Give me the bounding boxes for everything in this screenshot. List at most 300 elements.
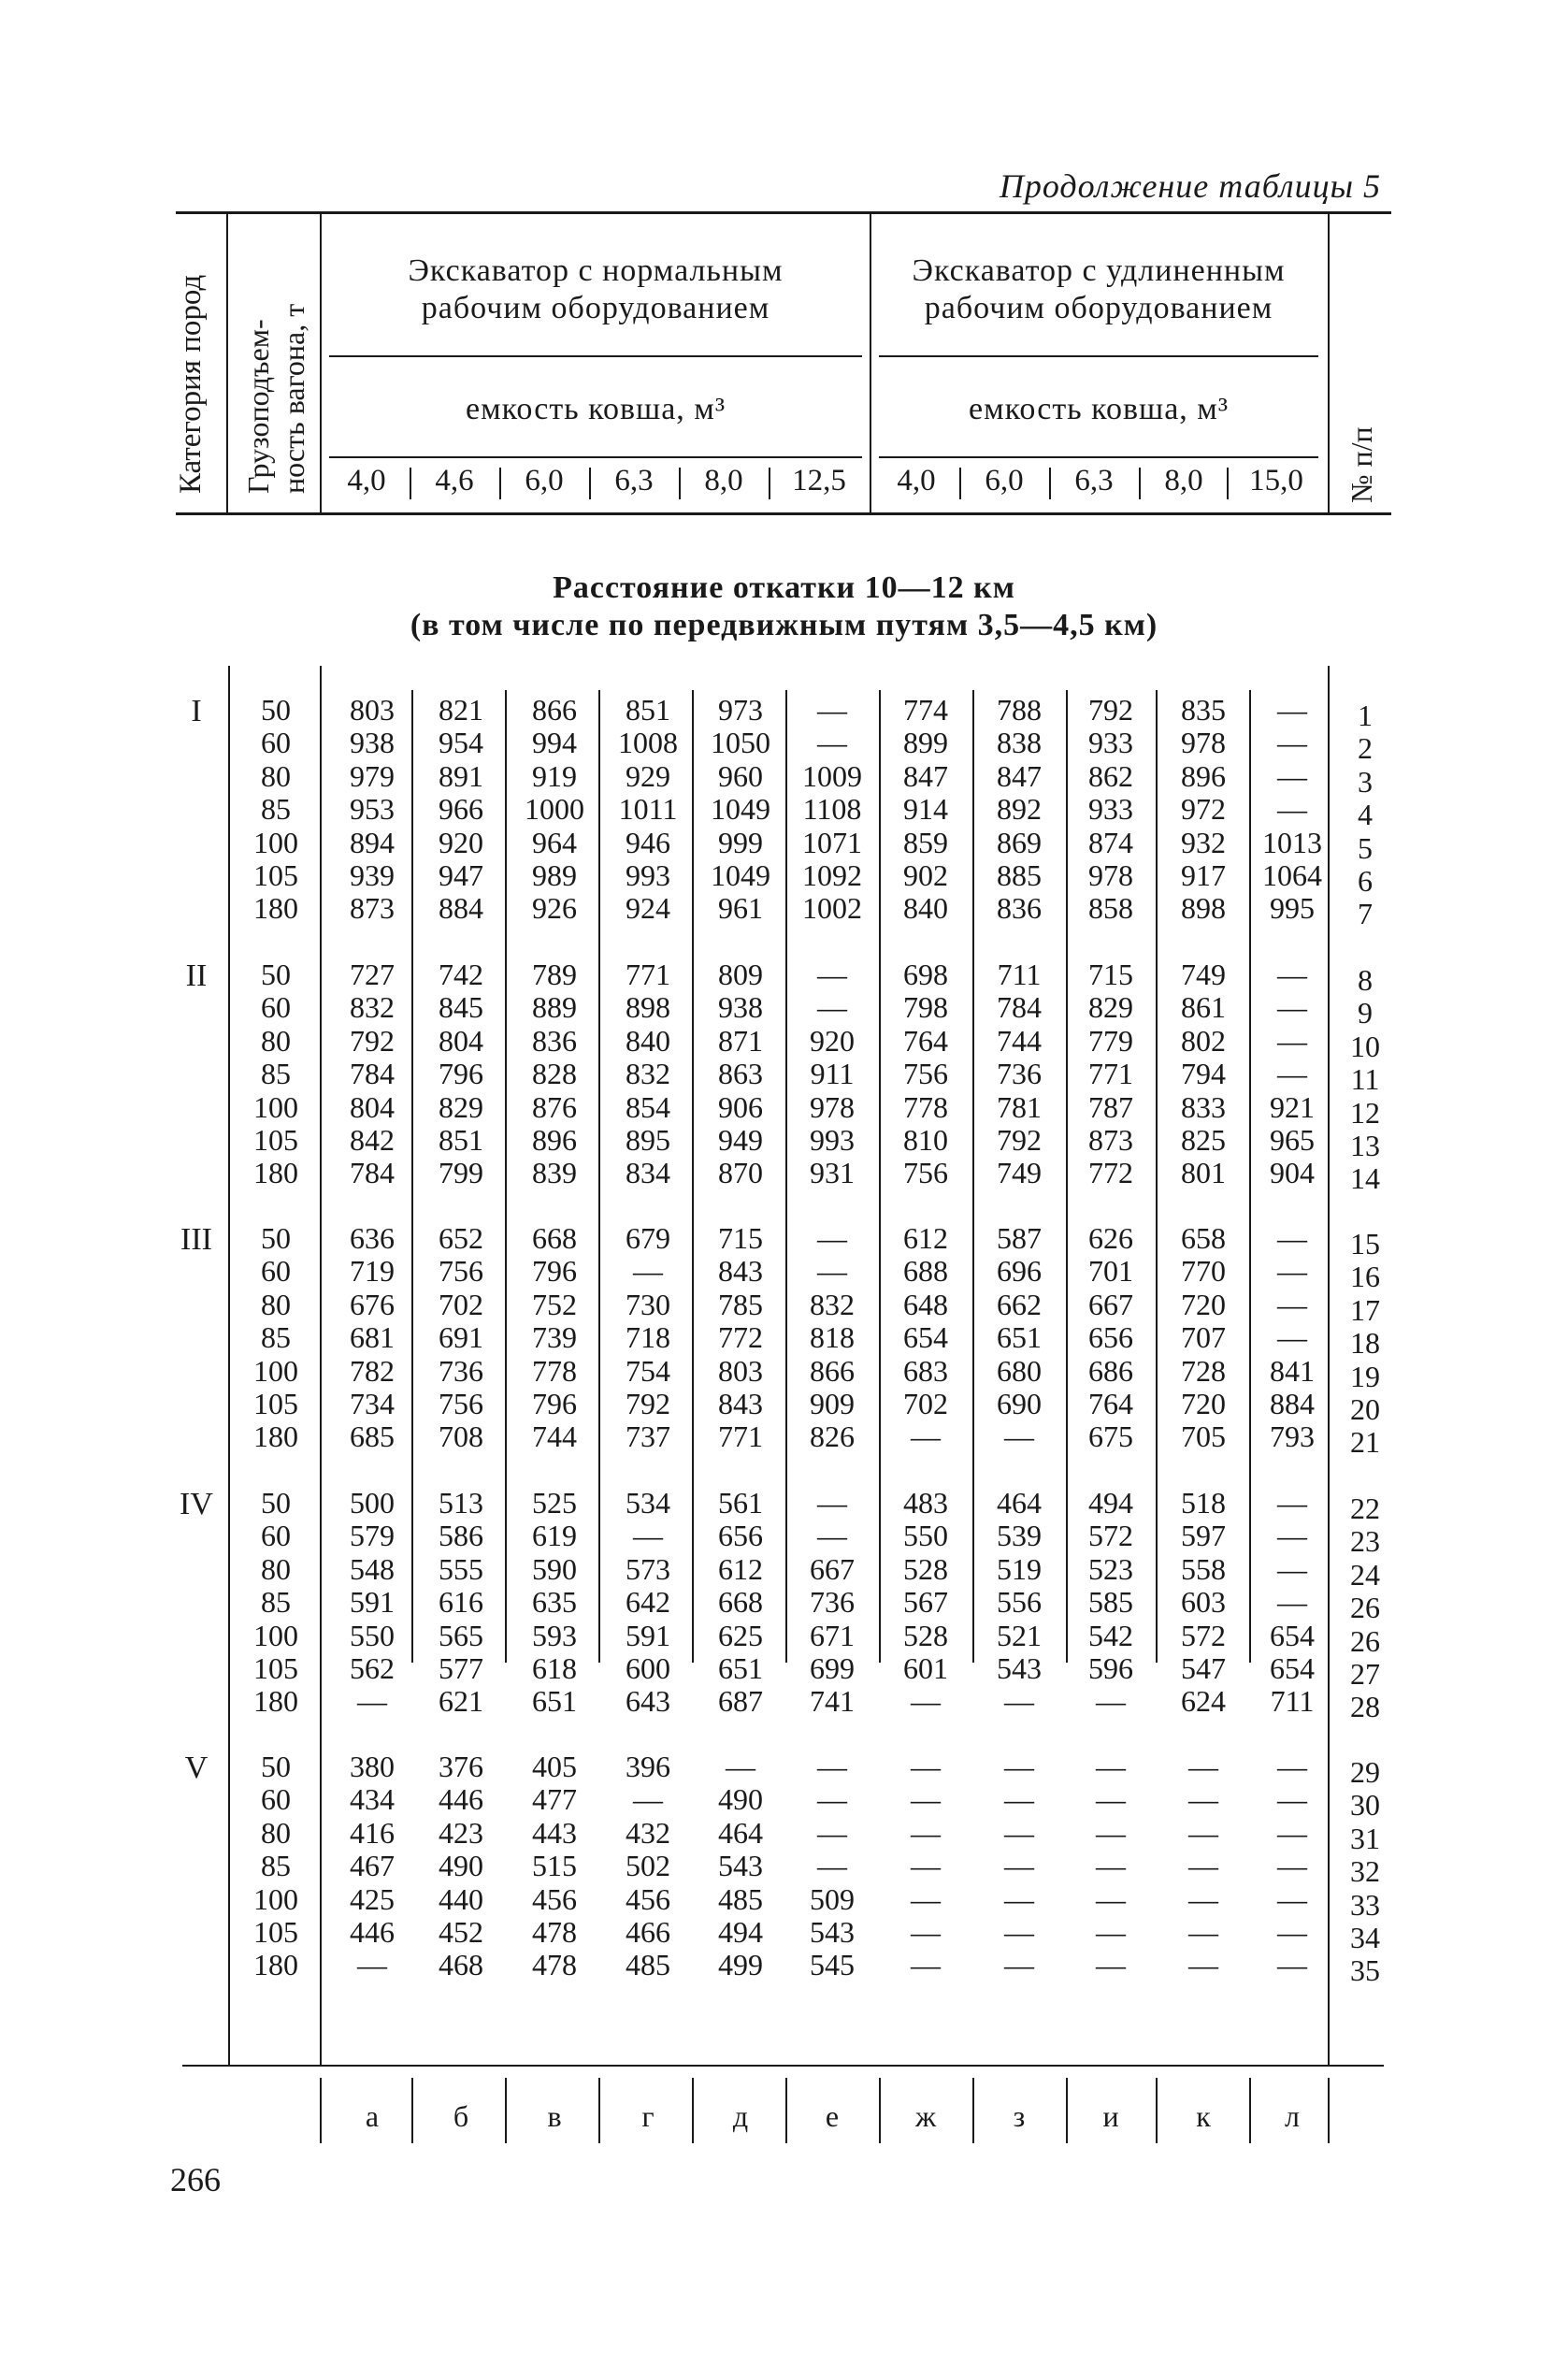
header-extended-line1: Экскаватор с удлиненным [912, 253, 1286, 288]
table-cell: 423 [439, 1815, 483, 1850]
table-cell: 929 [626, 758, 670, 793]
table-cell: 804 [350, 1089, 395, 1124]
table-cell: 804 [439, 1023, 483, 1058]
table-cell: 443 [532, 1815, 577, 1850]
table-cell: — [1277, 1320, 1307, 1355]
table-cell: 1108 [802, 792, 862, 827]
table-cell: 519 [997, 1551, 1042, 1586]
table-cell: 720 [1181, 1387, 1226, 1420]
table-cell: 866 [810, 1353, 855, 1388]
table-cell: 796 [532, 1387, 577, 1420]
capacity-separator [959, 468, 961, 499]
table-cell: — [1188, 1881, 1218, 1916]
table-cell: 931 [810, 1156, 855, 1190]
wagon-capacity: 85 [261, 792, 291, 827]
table-cell: 635 [532, 1585, 577, 1620]
table-cell: — [1188, 1948, 1218, 1982]
capacity-separator [1227, 468, 1229, 499]
table-cell: 648 [903, 1287, 948, 1321]
table-cell: — [1277, 958, 1307, 991]
table-cell: — [817, 1815, 847, 1850]
table-cell: 587 [997, 1221, 1042, 1255]
table-cell: 702 [903, 1387, 948, 1420]
rock-category: III [180, 1222, 212, 1257]
table-cell: 793 [1270, 1419, 1315, 1454]
table-cell: 932 [1181, 825, 1226, 859]
table-cell: — [1277, 758, 1307, 793]
table-cell: 965 [1270, 1123, 1315, 1157]
header-extended-equipment [879, 252, 1318, 327]
row-number: 21 [1350, 1425, 1380, 1460]
row-number: 11 [1350, 1062, 1380, 1097]
table-cell: 1008 [618, 726, 678, 760]
table-cell: — [1277, 1585, 1307, 1620]
table-cell: 688 [903, 1254, 948, 1289]
row-number: 15 [1350, 1227, 1380, 1261]
table-cell: 859 [903, 825, 948, 859]
table-cell: 871 [718, 1023, 763, 1058]
table-cell: — [1277, 1915, 1307, 1949]
table-cell: — [1277, 1948, 1307, 1982]
table-cell: 833 [1181, 1089, 1226, 1124]
row-number: 23 [1350, 1524, 1380, 1559]
table-cell: 938 [350, 726, 395, 760]
table-cell: 764 [1088, 1387, 1133, 1420]
row-number: 32 [1350, 1854, 1380, 1889]
table-cell: 680 [997, 1353, 1042, 1388]
table-cell: 701 [1088, 1254, 1133, 1289]
wagon-capacity: 80 [261, 758, 291, 793]
table-cell: 782 [350, 1353, 395, 1388]
table-cell: — [817, 693, 847, 727]
column-letter: д [732, 2099, 749, 2133]
table-cell: 784 [350, 1156, 395, 1190]
table-cell: 972 [1181, 792, 1226, 827]
table-cell: 973 [718, 693, 763, 727]
table-cell: 601 [903, 1651, 948, 1685]
table-cell: 909 [810, 1387, 855, 1420]
header-extended-line2: рабочим оборудованием [924, 291, 1273, 325]
table-cell: 876 [532, 1089, 577, 1124]
table-cell: 643 [626, 1684, 670, 1719]
capacity-extended: 8,0 [1164, 464, 1203, 497]
wagon-capacity: 85 [261, 1585, 291, 1620]
table-cell: 1064 [1262, 858, 1322, 892]
table-cell: 1049 [711, 792, 770, 827]
table-cell: — [1096, 1684, 1126, 1719]
table-cell: — [817, 726, 847, 760]
table-cell: 543 [997, 1651, 1042, 1685]
table-cell: 485 [626, 1948, 670, 1982]
wagon-capacity: 100 [253, 1089, 298, 1124]
row-number: 13 [1350, 1129, 1380, 1162]
table-cell: 736 [439, 1353, 483, 1388]
table-cell: 711 [1270, 1684, 1315, 1719]
capacity-normal: 4,6 [435, 464, 474, 497]
table-cell: 801 [1181, 1156, 1226, 1190]
table-cell: — [1277, 1815, 1307, 1850]
table-cell: 494 [1088, 1486, 1133, 1520]
continuation-title: Продолжение таблицы 5 [999, 167, 1381, 205]
table-cell: — [1188, 1750, 1218, 1783]
table-cell: 892 [997, 792, 1042, 827]
table-cell: 784 [350, 1057, 395, 1091]
table-cell: 464 [997, 1486, 1042, 1520]
table-cell: 567 [903, 1585, 948, 1620]
column-letter: з [1013, 2099, 1026, 2133]
table-cell: 840 [903, 891, 948, 926]
table-cell: — [1004, 1815, 1034, 1850]
table-cell: 651 [997, 1320, 1042, 1355]
column-letter: б [453, 2099, 469, 2133]
table-cell: 906 [718, 1089, 763, 1124]
row-number: 19 [1350, 1359, 1380, 1393]
table-cell: 547 [1181, 1651, 1226, 1685]
table-cell: 719 [350, 1254, 395, 1289]
table-cell: 545 [810, 1948, 855, 1982]
table-cell: 744 [532, 1419, 577, 1454]
table-cell: 515 [532, 1849, 577, 1883]
table-cell: 679 [626, 1221, 670, 1255]
wagon-capacity: 60 [261, 1782, 291, 1817]
table-cell: 891 [439, 758, 483, 793]
table-cell: 749 [997, 1156, 1042, 1190]
table-cell: — [1277, 1849, 1307, 1883]
table-cell: — [1277, 1551, 1307, 1586]
wagon-capacity: 80 [261, 1287, 291, 1321]
table-cell: 668 [532, 1221, 577, 1255]
table-cell: 668 [718, 1585, 763, 1620]
footer-divider [320, 2078, 322, 2143]
table-cell: 500 [350, 1486, 395, 1520]
table-cell: 752 [532, 1287, 577, 1321]
capacity-separator [410, 468, 411, 499]
wagon-capacity: 100 [253, 1881, 298, 1916]
table-cell: 1009 [802, 758, 862, 793]
table-cell: 561 [718, 1486, 763, 1520]
table-cell: — [1188, 1782, 1218, 1817]
table-cell: — [817, 1486, 847, 1520]
column-letter: к [1196, 2099, 1211, 2133]
row-number: 10 [1350, 1029, 1380, 1063]
table-cell: 764 [903, 1023, 948, 1058]
table-cell: 835 [1181, 693, 1226, 727]
row-number: 28 [1350, 1690, 1380, 1724]
table-cell: 840 [626, 1023, 670, 1058]
table-cell: 405 [532, 1750, 577, 1783]
column-letter: а [365, 2099, 380, 2133]
wagon-capacity: 105 [253, 1387, 298, 1420]
table-cell: 591 [626, 1618, 670, 1652]
table-cell: 456 [626, 1881, 670, 1916]
table-cell: 799 [439, 1156, 483, 1190]
table-cell: 828 [532, 1057, 577, 1091]
table-cell: 534 [626, 1486, 670, 1520]
section-title-line1: Расстояние откатки 10—12 км [553, 570, 1015, 605]
header-bucket-extended: емкость ковша, м³ [968, 392, 1230, 426]
table-cell: 683 [903, 1353, 948, 1388]
table-cell: 832 [350, 990, 395, 1025]
table-cell: 796 [532, 1254, 577, 1289]
table-cell: 654 [1270, 1651, 1315, 1685]
table-cell: 621 [439, 1684, 483, 1719]
table-cell: 715 [1088, 958, 1133, 991]
wagon-capacity: 180 [253, 1948, 298, 1982]
table-cell: 873 [1088, 1123, 1133, 1157]
table-cell: 676 [350, 1287, 395, 1321]
header-sub-rule [879, 355, 1318, 357]
table-cell: 380 [350, 1750, 395, 1783]
table-cell: 616 [439, 1585, 483, 1620]
table-cell: 543 [718, 1849, 763, 1883]
table-cell: 671 [810, 1618, 855, 1652]
table-cell: 708 [439, 1419, 483, 1454]
table-cell: 686 [1088, 1353, 1133, 1388]
table-cell: — [1277, 1881, 1307, 1916]
table-cell: — [1188, 1815, 1218, 1850]
table-cell: 626 [1088, 1221, 1133, 1255]
column-divider [785, 690, 787, 1663]
table-cell: 858 [1088, 891, 1133, 926]
table-cell: 933 [1088, 792, 1133, 827]
table-cell: 736 [997, 1057, 1042, 1091]
row-number: 33 [1350, 1887, 1380, 1922]
row-number: 9 [1358, 996, 1373, 1030]
table-cell: — [1277, 726, 1307, 760]
row-number: 6 [1358, 864, 1373, 898]
table-cell: — [633, 1519, 663, 1553]
table-cell: 792 [1088, 693, 1133, 727]
table-cell: — [817, 990, 847, 1025]
table-cell: 550 [903, 1519, 948, 1553]
table-cell: — [1096, 1782, 1126, 1817]
table-cell: — [911, 1750, 941, 1783]
table-cell: 809 [718, 958, 763, 991]
table-cell: 687 [718, 1684, 763, 1719]
table-cell: — [1277, 1221, 1307, 1255]
table-cell: 796 [439, 1057, 483, 1091]
table-cell: 953 [350, 792, 395, 827]
table-cell: 792 [997, 1123, 1042, 1157]
column-divider [692, 690, 694, 1663]
table-cell: 434 [350, 1782, 395, 1817]
table-cell: 656 [1088, 1320, 1133, 1355]
column-divider [972, 690, 974, 1663]
table-cell: — [1277, 1057, 1307, 1091]
table-cell: 749 [1181, 958, 1226, 991]
table-cell: — [1277, 693, 1307, 727]
table-cell: 612 [903, 1221, 948, 1255]
table-cell: — [911, 1419, 941, 1454]
table-cell: 513 [439, 1486, 483, 1520]
row-number: 34 [1350, 1921, 1380, 1954]
table-cell: 707 [1181, 1320, 1226, 1355]
table-cell: — [817, 1519, 847, 1553]
table-cell: 528 [903, 1551, 948, 1586]
table-cell: 543 [810, 1915, 855, 1949]
row-number: 18 [1350, 1326, 1380, 1361]
table-cell: — [633, 1782, 663, 1817]
table-cell: 456 [532, 1881, 577, 1916]
header-bucket-normal: емкость ковша, м³ [465, 392, 726, 426]
capacity-normal: 6,3 [614, 464, 654, 497]
wagon-capacity: 105 [253, 1915, 298, 1949]
table-cell: 993 [626, 858, 670, 892]
header-sub-rule [879, 456, 1318, 458]
table-cell: 778 [903, 1089, 948, 1124]
table-cell: 789 [532, 958, 577, 991]
table-cell: 979 [350, 758, 395, 793]
table-cell: 785 [718, 1287, 763, 1321]
table-cell: 885 [997, 858, 1042, 892]
table-cell: 636 [350, 1221, 395, 1255]
table-cell: — [1277, 990, 1307, 1025]
table-cell: 539 [997, 1519, 1042, 1553]
capacity-row [0, 464, 1568, 511]
table-cell: 898 [1181, 891, 1226, 926]
wagon-capacity: 60 [261, 1519, 291, 1553]
row-number: 14 [1350, 1161, 1380, 1196]
table-cell: 523 [1088, 1551, 1133, 1586]
table-cell: 926 [532, 891, 577, 926]
table-cell: 667 [1088, 1287, 1133, 1321]
wagon-capacity: 80 [261, 1815, 291, 1850]
table-cell: — [1277, 1782, 1307, 1817]
table-cell: 854 [626, 1089, 670, 1124]
table-cell: — [357, 1948, 387, 1982]
table-cell: 572 [1181, 1618, 1226, 1652]
table-cell: 509 [810, 1881, 855, 1916]
table-cell: — [817, 1849, 847, 1883]
table-cell: — [1096, 1815, 1126, 1850]
table-cell: 794 [1181, 1057, 1226, 1091]
table-cell: 618 [532, 1651, 577, 1685]
table-cell: 924 [626, 891, 670, 926]
table-cell: 612 [718, 1551, 763, 1586]
table-cell: 829 [439, 1089, 483, 1124]
wagon-capacity: 50 [261, 1486, 291, 1520]
table-cell: 772 [718, 1320, 763, 1355]
column-letter: е [825, 2099, 840, 2133]
capacity-separator [1049, 468, 1051, 499]
table-cell: — [1004, 1881, 1034, 1916]
header-sub-rule [329, 456, 862, 458]
table-cell: 821 [439, 693, 483, 727]
table-cell: 446 [439, 1782, 483, 1817]
table-cell: 993 [810, 1123, 855, 1157]
table-cell: 851 [626, 693, 670, 727]
table-cell: 978 [1088, 858, 1133, 892]
table-cell: — [817, 1782, 847, 1817]
wagon-capacity: 105 [253, 1123, 298, 1157]
row-number: 4 [1358, 798, 1373, 832]
table-cell: 528 [903, 1618, 948, 1652]
table-cell: — [1004, 1849, 1034, 1883]
capacity-extended: 6,0 [985, 464, 1024, 497]
footer-rule [182, 2065, 1384, 2067]
table-cell: 772 [1088, 1156, 1133, 1190]
table-cell: — [1277, 1486, 1307, 1520]
column-letter: л [1285, 2099, 1300, 2133]
table-cell: 946 [626, 825, 670, 859]
table-cell: 787 [1088, 1089, 1133, 1124]
table-cell: 642 [626, 1585, 670, 1620]
table-cell: 914 [903, 792, 948, 827]
row-number: 31 [1350, 1821, 1380, 1855]
table-cell: 803 [718, 1353, 763, 1388]
table-cell: 896 [532, 1123, 577, 1157]
wagon-capacity: 105 [253, 1651, 298, 1685]
table-cell: 396 [626, 1750, 670, 1783]
table-cell: — [911, 1684, 941, 1719]
table-cell: 829 [1088, 990, 1133, 1025]
table-cell: 933 [1088, 726, 1133, 760]
table-cell: 652 [439, 1221, 483, 1255]
table-cell: 464 [718, 1815, 763, 1850]
table-cell: 896 [1181, 758, 1226, 793]
table-cell: 603 [1181, 1585, 1226, 1620]
row-number: 12 [1350, 1095, 1380, 1130]
table-cell: 954 [439, 726, 483, 760]
table-cell: 966 [439, 792, 483, 827]
table-cell: 851 [439, 1123, 483, 1157]
table-cell: 792 [626, 1387, 670, 1420]
row-number: 2 [1358, 731, 1373, 766]
table-cell: 737 [626, 1419, 670, 1454]
table-cell: 685 [350, 1419, 395, 1454]
capacity-extended: 15,0 [1249, 464, 1303, 497]
table-cell: 742 [439, 958, 483, 991]
table-cell: 483 [903, 1486, 948, 1520]
header-capacity-line1: Грузоподъем- [241, 319, 275, 494]
page-number: 266 [170, 2161, 221, 2198]
table-cell: 711 [997, 958, 1042, 991]
table-cell: 771 [718, 1419, 763, 1454]
table-cell: 756 [439, 1254, 483, 1289]
wagon-capacity: 180 [253, 891, 298, 926]
table-cell: 989 [532, 858, 577, 892]
table-cell: 920 [810, 1023, 855, 1058]
table-cell: 884 [1270, 1387, 1315, 1420]
table-cell: 861 [1181, 990, 1226, 1025]
table-cell: 964 [532, 825, 577, 859]
table-cell: 675 [1088, 1419, 1133, 1454]
table-cell: — [911, 1849, 941, 1883]
table-cell: 728 [1181, 1353, 1226, 1388]
table-cell: 466 [626, 1915, 670, 1949]
table-cell: — [1277, 1254, 1307, 1289]
row-number: 17 [1350, 1292, 1380, 1327]
table-cell: 784 [997, 990, 1042, 1025]
capacity-normal: 6,0 [525, 464, 564, 497]
table-cell: — [1004, 1419, 1034, 1454]
column-divider [505, 690, 507, 1663]
table-cell: 662 [997, 1287, 1042, 1321]
table-cell: 572 [1088, 1519, 1133, 1553]
table-cell: 847 [997, 758, 1042, 793]
table-cell: 961 [718, 891, 763, 926]
table-cell: 573 [626, 1551, 670, 1586]
table-cell: 548 [350, 1551, 395, 1586]
table-cell: 1071 [802, 825, 862, 859]
column-letter: и [1102, 2099, 1119, 2133]
table-cell: 949 [718, 1123, 763, 1157]
table-cell: 832 [626, 1057, 670, 1091]
header-sub-rule [329, 355, 862, 357]
table-cell: 919 [532, 758, 577, 793]
table-cell: 836 [532, 1023, 577, 1058]
table-cell: 818 [810, 1320, 855, 1355]
